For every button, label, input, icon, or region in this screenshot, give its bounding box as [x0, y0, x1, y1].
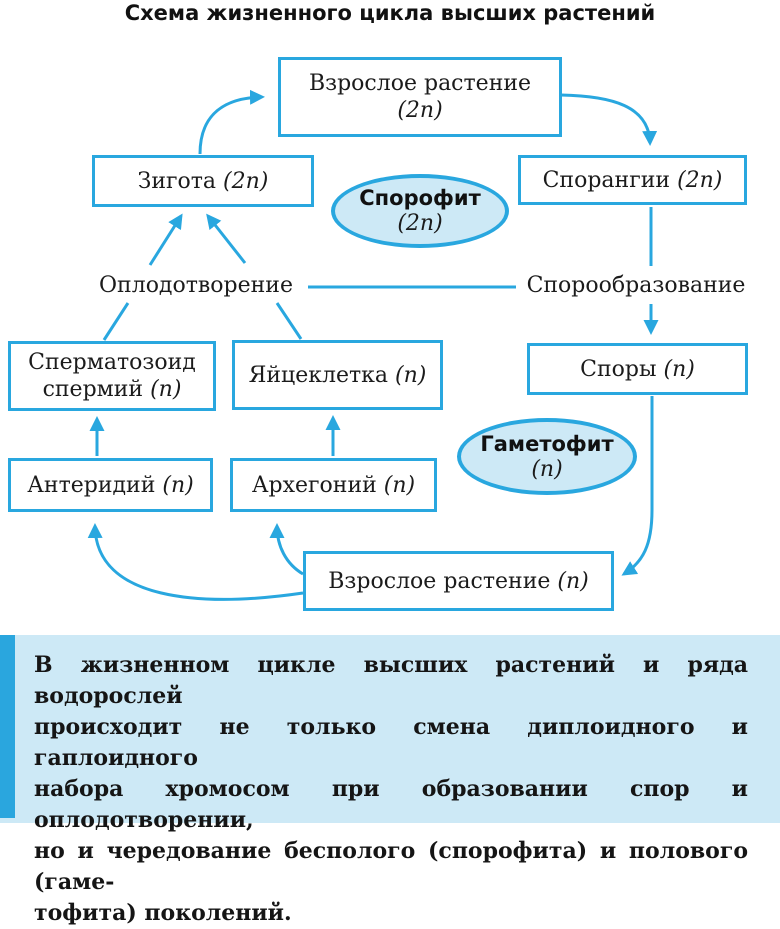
arrow-fertilization-to-zygote-left: [150, 216, 181, 265]
node-adult-plant-2n: [278, 57, 562, 137]
note-accent-stripe: [0, 635, 15, 818]
page-title: Схема жизненного цикла высших растений: [124, 1, 656, 25]
ploidy-label: (n): [383, 472, 416, 498]
node-label: Яйцеклетка: [248, 362, 389, 388]
ploidy-label: (2n): [223, 168, 269, 194]
ploidy-label: (n): [395, 362, 427, 388]
node-label-2: спермий: [42, 377, 144, 402]
arrow-spores-to-adult-plant-n: [624, 396, 652, 574]
node-adult-plant-n: [303, 551, 614, 611]
sporulation-label: Спорообразование: [526, 273, 746, 298]
note-line: но и чередование бесполого (спорофита) и полового (гаме-: [34, 838, 748, 895]
node-label: Архегоний: [251, 472, 377, 498]
arrow-adult-plant-2n-to-sporangia: [561, 95, 650, 143]
node-zygote: [92, 155, 314, 207]
ploidy-label: (n): [663, 356, 695, 382]
sporophyte-ellipse: [331, 174, 509, 248]
gametophyte-ellipse: [457, 418, 637, 495]
note-text: [34, 650, 748, 929]
note-line: набора хромосом при образовании спор и оплодотворении,: [34, 776, 748, 833]
arrow-zygote-to-adult-plant-2n: [200, 97, 262, 154]
summary-note-panel: [0, 635, 780, 926]
ploidy-label: (n): [557, 568, 589, 594]
line-egg-to-fertilization: [277, 303, 301, 339]
line-sperm-to-fertilization: [104, 303, 128, 340]
ploidy-label: (2n): [397, 211, 443, 236]
arrow-adult-plant-n-to-archegonium: [277, 526, 303, 574]
node-spores: [527, 343, 748, 395]
node-egg-cell: [232, 340, 443, 410]
note-line: тофита) поколений.: [34, 900, 292, 926]
node-label: Споры: [580, 356, 657, 382]
generation-label: Гаметофит: [480, 431, 614, 456]
node-archegonium: [230, 458, 437, 512]
ploidy-label: (n): [150, 377, 182, 402]
arrow-fertilization-to-zygote-right: [208, 216, 245, 263]
note-line: В жизненном цикле высших растений и ряда водорослей: [34, 652, 748, 709]
ploidy-label: (2n): [397, 98, 443, 123]
node-label: Сперматозоид: [28, 350, 196, 375]
node-label: Взрослое растение: [328, 568, 551, 594]
node-sporangia: [518, 155, 747, 205]
note-line: происходит не только смена диплоидного и гаплоидного: [34, 714, 748, 771]
node-label: Зигота: [137, 168, 217, 194]
arrow-adult-plant-n-to-antheridium: [95, 526, 303, 599]
node-antheridium: [8, 458, 213, 512]
ploidy-label: (n): [531, 456, 563, 482]
ploidy-label: (n): [162, 472, 194, 498]
node-label: Антеридий: [27, 472, 156, 498]
node-label: Спорангии: [542, 167, 671, 193]
fertilization-label: Оплодотворение: [99, 273, 293, 298]
node-sperm: [8, 341, 216, 411]
node-label: Взрослое растение: [308, 71, 532, 96]
generation-label: Спорофит: [359, 186, 481, 210]
ploidy-label: (2n): [677, 167, 723, 193]
